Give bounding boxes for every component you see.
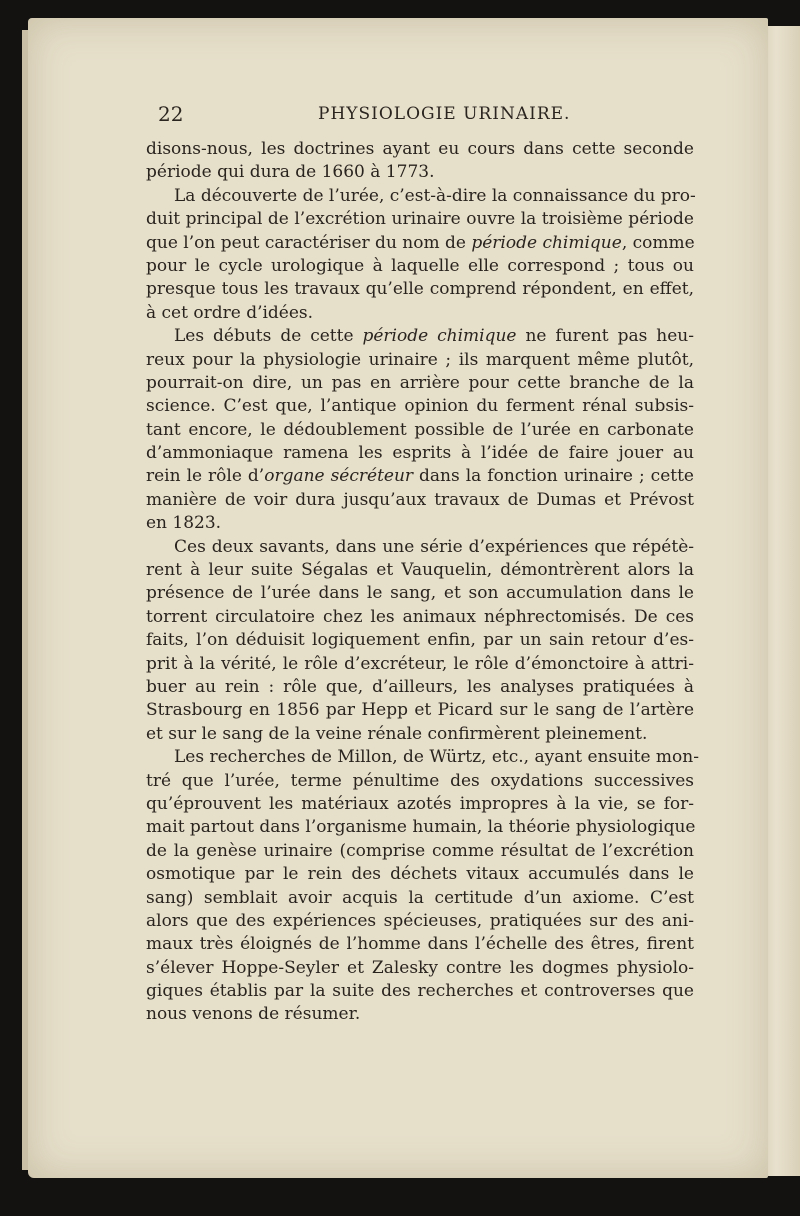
text-line [146,465,694,488]
text-span: Les débuts de cette [174,326,363,347]
text-line: s’élever Hoppe-Seyler et Zalesky contre les dogmes physiolo- [146,957,694,978]
text-span: , comme [621,232,695,253]
text-line: torrent circulatoire chez les animaux néphrectomisés. De ces [146,606,694,627]
text-line: Ces deux savants, dans une série d’expériences que répétè- [174,536,694,557]
text-span: que l’on peut caractériser du nom de [146,232,472,253]
text-line: tant encore, le dédoublement possible de l’urée en carbonate [146,419,694,440]
body-text [146,138,699,1027]
italic-term: période chimique [471,232,622,253]
text-line: à cet ordre d’idées. [146,302,314,323]
text-line: La découverte de l’urée, c’est-à-dire la connaissance du pro- [174,185,696,206]
text-line: pourrait-on dire, un pas en arrière pour cette branche de la [146,372,694,393]
italic-term: organe sécréteur [264,466,414,487]
text-line: et sur le sang de la veine rénale confirmèrent pleinement. [146,723,648,744]
text-span: dans la fonction urinaire ; cette [413,466,694,487]
text-line: buer au rein : rôle que, d’ailleurs, les analyses pratiquées à [146,676,694,697]
running-head: PHYSIOLOGIE URINAIRE. [318,104,571,124]
text-line: maux très éloignés de l’homme dans l’échelle des êtres, firent [146,934,694,955]
text-line: Strasbourg en 1856 par Hepp et Picard sur le sang de l’artère [146,700,694,721]
text-line: giques établis par la suite des recherches et controverses que [146,981,694,1002]
text-line: prit à la vérité, le rôle d’excréteur, le rôle d’émonctoire à attri- [146,653,694,674]
text-line: nous venons de résumer. [146,1004,361,1025]
text-line: de la genèse urinaire (comprise comme résultat de l’excrétion [146,840,694,861]
text-line: osmotique par le rein des déchets vitaux accumulés dans le [146,864,694,885]
text-line: rent à leur suite Ségalas et Vauquelin, démontrèrent alors la [146,560,694,581]
text-line: tré que l’urée, terme pénultime des oxydations successives [146,770,694,791]
text-line: d’ammoniaque ramena les esprits à l’idée de faire jouer au [146,443,694,464]
text-line: en 1823. [146,513,222,534]
text-line: pour le cycle urologique à laquelle elle correspond ; tous ou [146,255,694,276]
page-header [158,102,688,132]
text-line: période qui dura de 1660 à 1773. [146,162,435,183]
text-line: présence de l’urée dans le sang, et son accumulation dans le [146,583,694,604]
text-line [146,232,694,255]
text-line: presque tous les travaux qu’elle comprend répondent, en effet, [146,279,694,300]
text-line: sang) semblait avoir acquis la certitude d’un axiome. C’est [146,887,694,908]
text-line: alors que des expériences spécieuses, pratiquées sur des ani- [146,910,694,931]
text-line: Les recherches de Millon, de Würtz, etc., ayant ensuite mon- [174,747,699,768]
text-line: qu’éprouvent les matériaux azotés impropres à la vie, se for- [146,793,694,814]
page-number: 22 [158,102,184,126]
text-line: science. C’est que, l’antique opinion du ferment rénal subsis- [146,396,694,417]
text-span: ne furent pas heu- [516,326,694,347]
text-span: rein le rôle d’ [146,466,265,487]
italic-term: période chimique [362,326,517,347]
text-line [146,325,694,348]
text-line: faits, l’on déduisit logiquement enfin, par un sain retour d’es- [146,630,694,651]
text-line: manière de voir dura jusqu’aux travaux de Dumas et Prévost [146,489,694,510]
text-line: duit principal de l’excrétion urinaire ouvre la troisième période [146,209,694,230]
text-line: mait partout dans l’organisme humain, la théorie physiologique [146,817,696,838]
text-line: disons-nous, les doctrines ayant eu cours dans cette seconde [146,139,694,159]
text-line: reux pour la physiologie urinaire ; ils marquent même plutôt, [146,349,694,370]
